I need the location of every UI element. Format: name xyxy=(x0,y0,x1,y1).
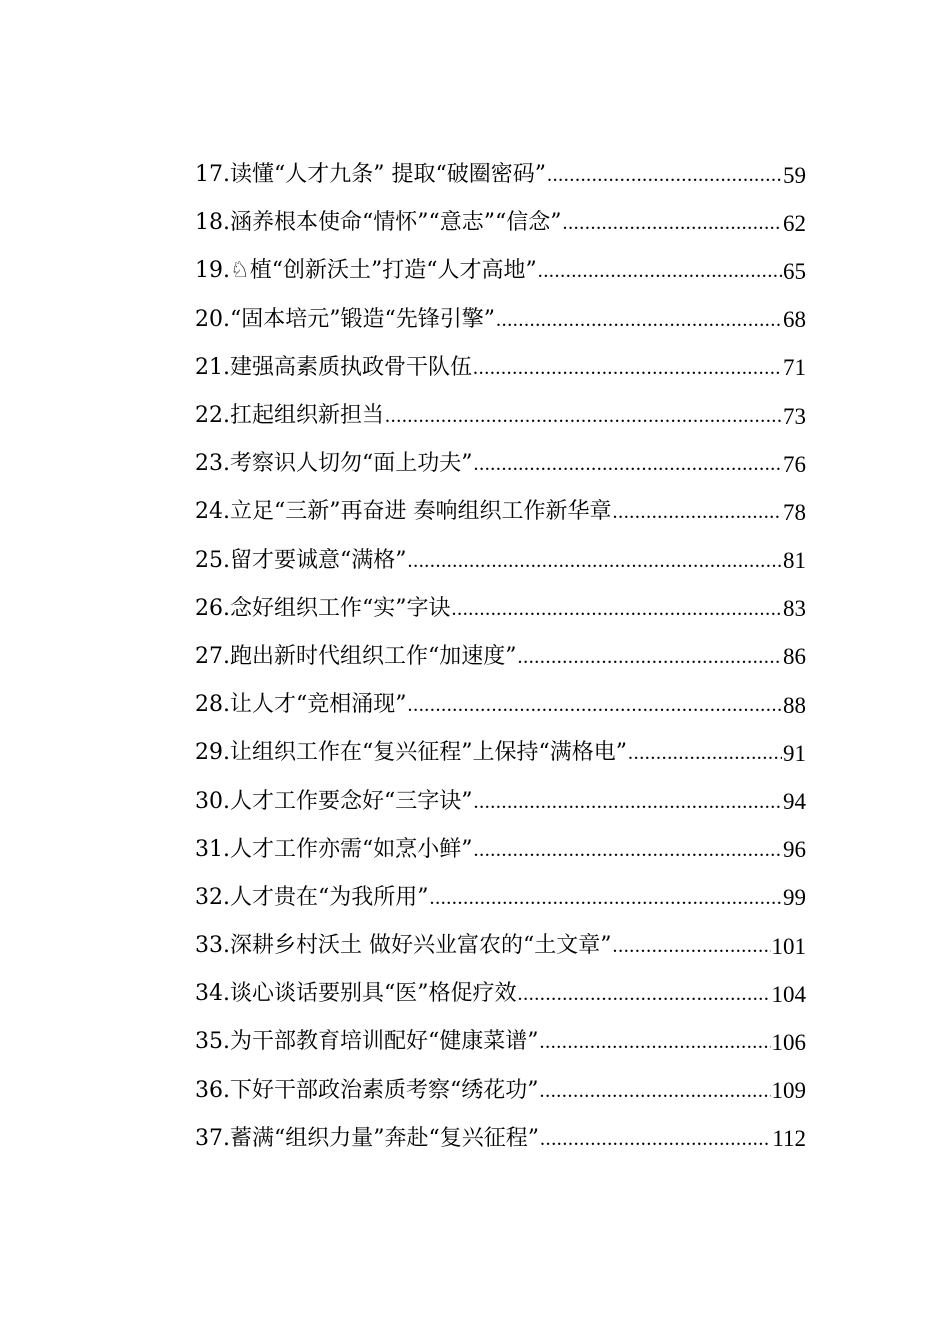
toc-entry-title: ♘植“创新沃土”打造“人才高地” xyxy=(230,258,537,284)
toc-entry[interactable] xyxy=(195,488,806,536)
toc-entry-title: “固本培元”锻造“先锋引擎” xyxy=(230,306,495,332)
toc-entry-page: 81 xyxy=(783,548,806,574)
toc-entry-title: 让组织工作在“复兴征程”上保持“满格电” xyxy=(230,740,627,766)
toc-entry-title: 下好干部政治素质考察“绣花功” xyxy=(230,1077,539,1103)
toc-entry-title: 考察识人切勿“面上功夫” xyxy=(230,451,473,477)
toc-entry-title: 读懂“人才九条” 提取“破圈密码” xyxy=(230,162,546,188)
toc-entry-number: 25. xyxy=(195,547,230,573)
toc-entry-page: 88 xyxy=(783,692,806,718)
toc-entry[interactable] xyxy=(195,874,806,922)
dot-leader xyxy=(518,984,771,1004)
toc-entry-number: 37. xyxy=(195,1125,230,1151)
dot-leader xyxy=(430,888,783,908)
toc-entry-page: 109 xyxy=(771,1078,806,1104)
toc-entry-number: 19. xyxy=(195,258,230,284)
toc-entry-page: 101 xyxy=(771,933,806,959)
toc-entry-page: 59 xyxy=(783,162,806,188)
toc-entry[interactable] xyxy=(195,247,806,295)
toc-entry-number: 20. xyxy=(195,306,230,332)
dot-leader xyxy=(613,502,783,522)
toc-entry-number: 28. xyxy=(195,692,230,718)
dot-leader xyxy=(538,261,782,281)
dot-leader xyxy=(613,936,771,956)
dot-leader xyxy=(628,743,782,763)
toc-entry-title: 让人才“竞相涌现” xyxy=(230,692,407,718)
toc-entry[interactable] xyxy=(195,392,806,440)
toc-entry-number: 30. xyxy=(195,788,230,814)
dot-leader xyxy=(562,213,782,233)
toc-entry-page: 86 xyxy=(783,644,806,670)
dot-leader xyxy=(540,1032,771,1052)
dot-leader xyxy=(452,599,783,619)
toc-entry-title: 深耕乡村沃土 做好兴业富农的“土文章” xyxy=(230,933,612,959)
toc-entry[interactable] xyxy=(195,199,806,247)
dot-leader xyxy=(408,695,783,715)
dot-leader xyxy=(473,358,782,378)
toc-entry[interactable] xyxy=(195,296,806,344)
toc-entry[interactable] xyxy=(195,922,806,970)
toc-entry[interactable] xyxy=(195,777,806,825)
toc-entry[interactable] xyxy=(195,344,806,392)
toc-entry-title: 人才工作要念好“三字诀” xyxy=(230,788,473,814)
toc-entry-title: 人才贵在“为我所用” xyxy=(230,884,429,910)
toc-entry-number: 24. xyxy=(195,499,230,525)
dot-leader xyxy=(547,165,782,185)
toc-entry-number: 23. xyxy=(195,451,230,477)
toc-entry[interactable] xyxy=(195,1018,806,1066)
toc-entry-page: 68 xyxy=(783,307,806,333)
toc-entry-page: 65 xyxy=(783,258,806,284)
dot-leader xyxy=(540,1081,771,1101)
toc-entry-title: 涵养根本使命“情怀”“意志”“信念” xyxy=(230,210,562,236)
toc-entry-title: 跑出新时代组织工作“加速度” xyxy=(230,643,517,669)
toc-entry[interactable] xyxy=(195,585,806,633)
toc-entry[interactable] xyxy=(195,1115,806,1163)
toc-entry-page: 62 xyxy=(783,210,806,236)
dot-leader xyxy=(474,792,783,812)
dot-leader xyxy=(518,647,783,667)
toc-entry[interactable] xyxy=(195,633,806,681)
toc-entry-number: 27. xyxy=(195,643,230,669)
toc-entry-number: 35. xyxy=(195,1029,230,1055)
toc-entry-title: 人才工作亦需“如烹小鲜” xyxy=(230,836,473,862)
toc-entry[interactable] xyxy=(195,970,806,1018)
toc-entry-number: 18. xyxy=(195,210,230,236)
toc-entry-page: 83 xyxy=(783,596,806,622)
toc-entry-title: 谈心谈话要别具“医”格促疗效 xyxy=(230,981,517,1007)
toc-entry-title: 立足“三新”再奋进 奏响组织工作新华章 xyxy=(230,499,612,525)
dot-leader xyxy=(408,551,783,571)
toc-entry[interactable] xyxy=(195,1067,806,1115)
dot-leader xyxy=(474,840,783,860)
toc-entry-number: 17. xyxy=(195,162,230,188)
toc-entry-title: 建强高素质执政骨干队伍 xyxy=(230,354,473,380)
toc-entry[interactable] xyxy=(195,729,806,777)
toc-entry-number: 33. xyxy=(195,933,230,959)
toc-entry[interactable] xyxy=(195,537,806,585)
toc-entry-page: 104 xyxy=(771,981,806,1007)
toc-entry-page: 73 xyxy=(783,403,806,429)
toc-entry-number: 32. xyxy=(195,884,230,910)
toc-entry-page: 94 xyxy=(783,789,806,815)
dot-leader xyxy=(496,310,782,330)
toc-entry-number: 29. xyxy=(195,740,230,766)
toc-entry-title: 留才要诚意“满格” xyxy=(230,547,407,573)
toc-entry-title: 念好组织工作“实”字诀 xyxy=(230,595,451,621)
toc-entry-number: 26. xyxy=(195,595,230,621)
toc-entry-page: 112 xyxy=(772,1126,806,1152)
toc-entry-number: 21. xyxy=(195,354,230,380)
toc-entry-page: 99 xyxy=(783,885,806,911)
toc-entry-number: 22. xyxy=(195,403,230,429)
toc-entry[interactable] xyxy=(195,440,806,488)
table-of-contents xyxy=(195,151,806,1163)
toc-entry-page: 96 xyxy=(783,837,806,863)
toc-entry-title: 扛起组织新担当 xyxy=(230,403,385,429)
dot-leader xyxy=(474,454,783,474)
toc-entry-page: 78 xyxy=(783,499,806,525)
toc-entry-page: 76 xyxy=(783,451,806,477)
toc-entry[interactable] xyxy=(195,681,806,729)
toc-entry-page: 71 xyxy=(783,355,806,381)
dot-leader xyxy=(385,406,782,426)
toc-entry-number: 31. xyxy=(195,836,230,862)
toc-entry-title: 蓄满“组织力量”奔赴“复兴征程” xyxy=(230,1125,539,1151)
toc-entry[interactable] xyxy=(195,151,806,199)
toc-entry-number: 36. xyxy=(195,1077,230,1103)
toc-entry-title: 为干部教育培训配好“健康菜谱” xyxy=(230,1029,539,1055)
toc-entry-page: 91 xyxy=(783,740,806,766)
toc-entry-page: 106 xyxy=(771,1029,806,1055)
toc-entry[interactable] xyxy=(195,826,806,874)
toc-entry-number: 34. xyxy=(195,981,230,1007)
dot-leader xyxy=(540,1129,771,1149)
